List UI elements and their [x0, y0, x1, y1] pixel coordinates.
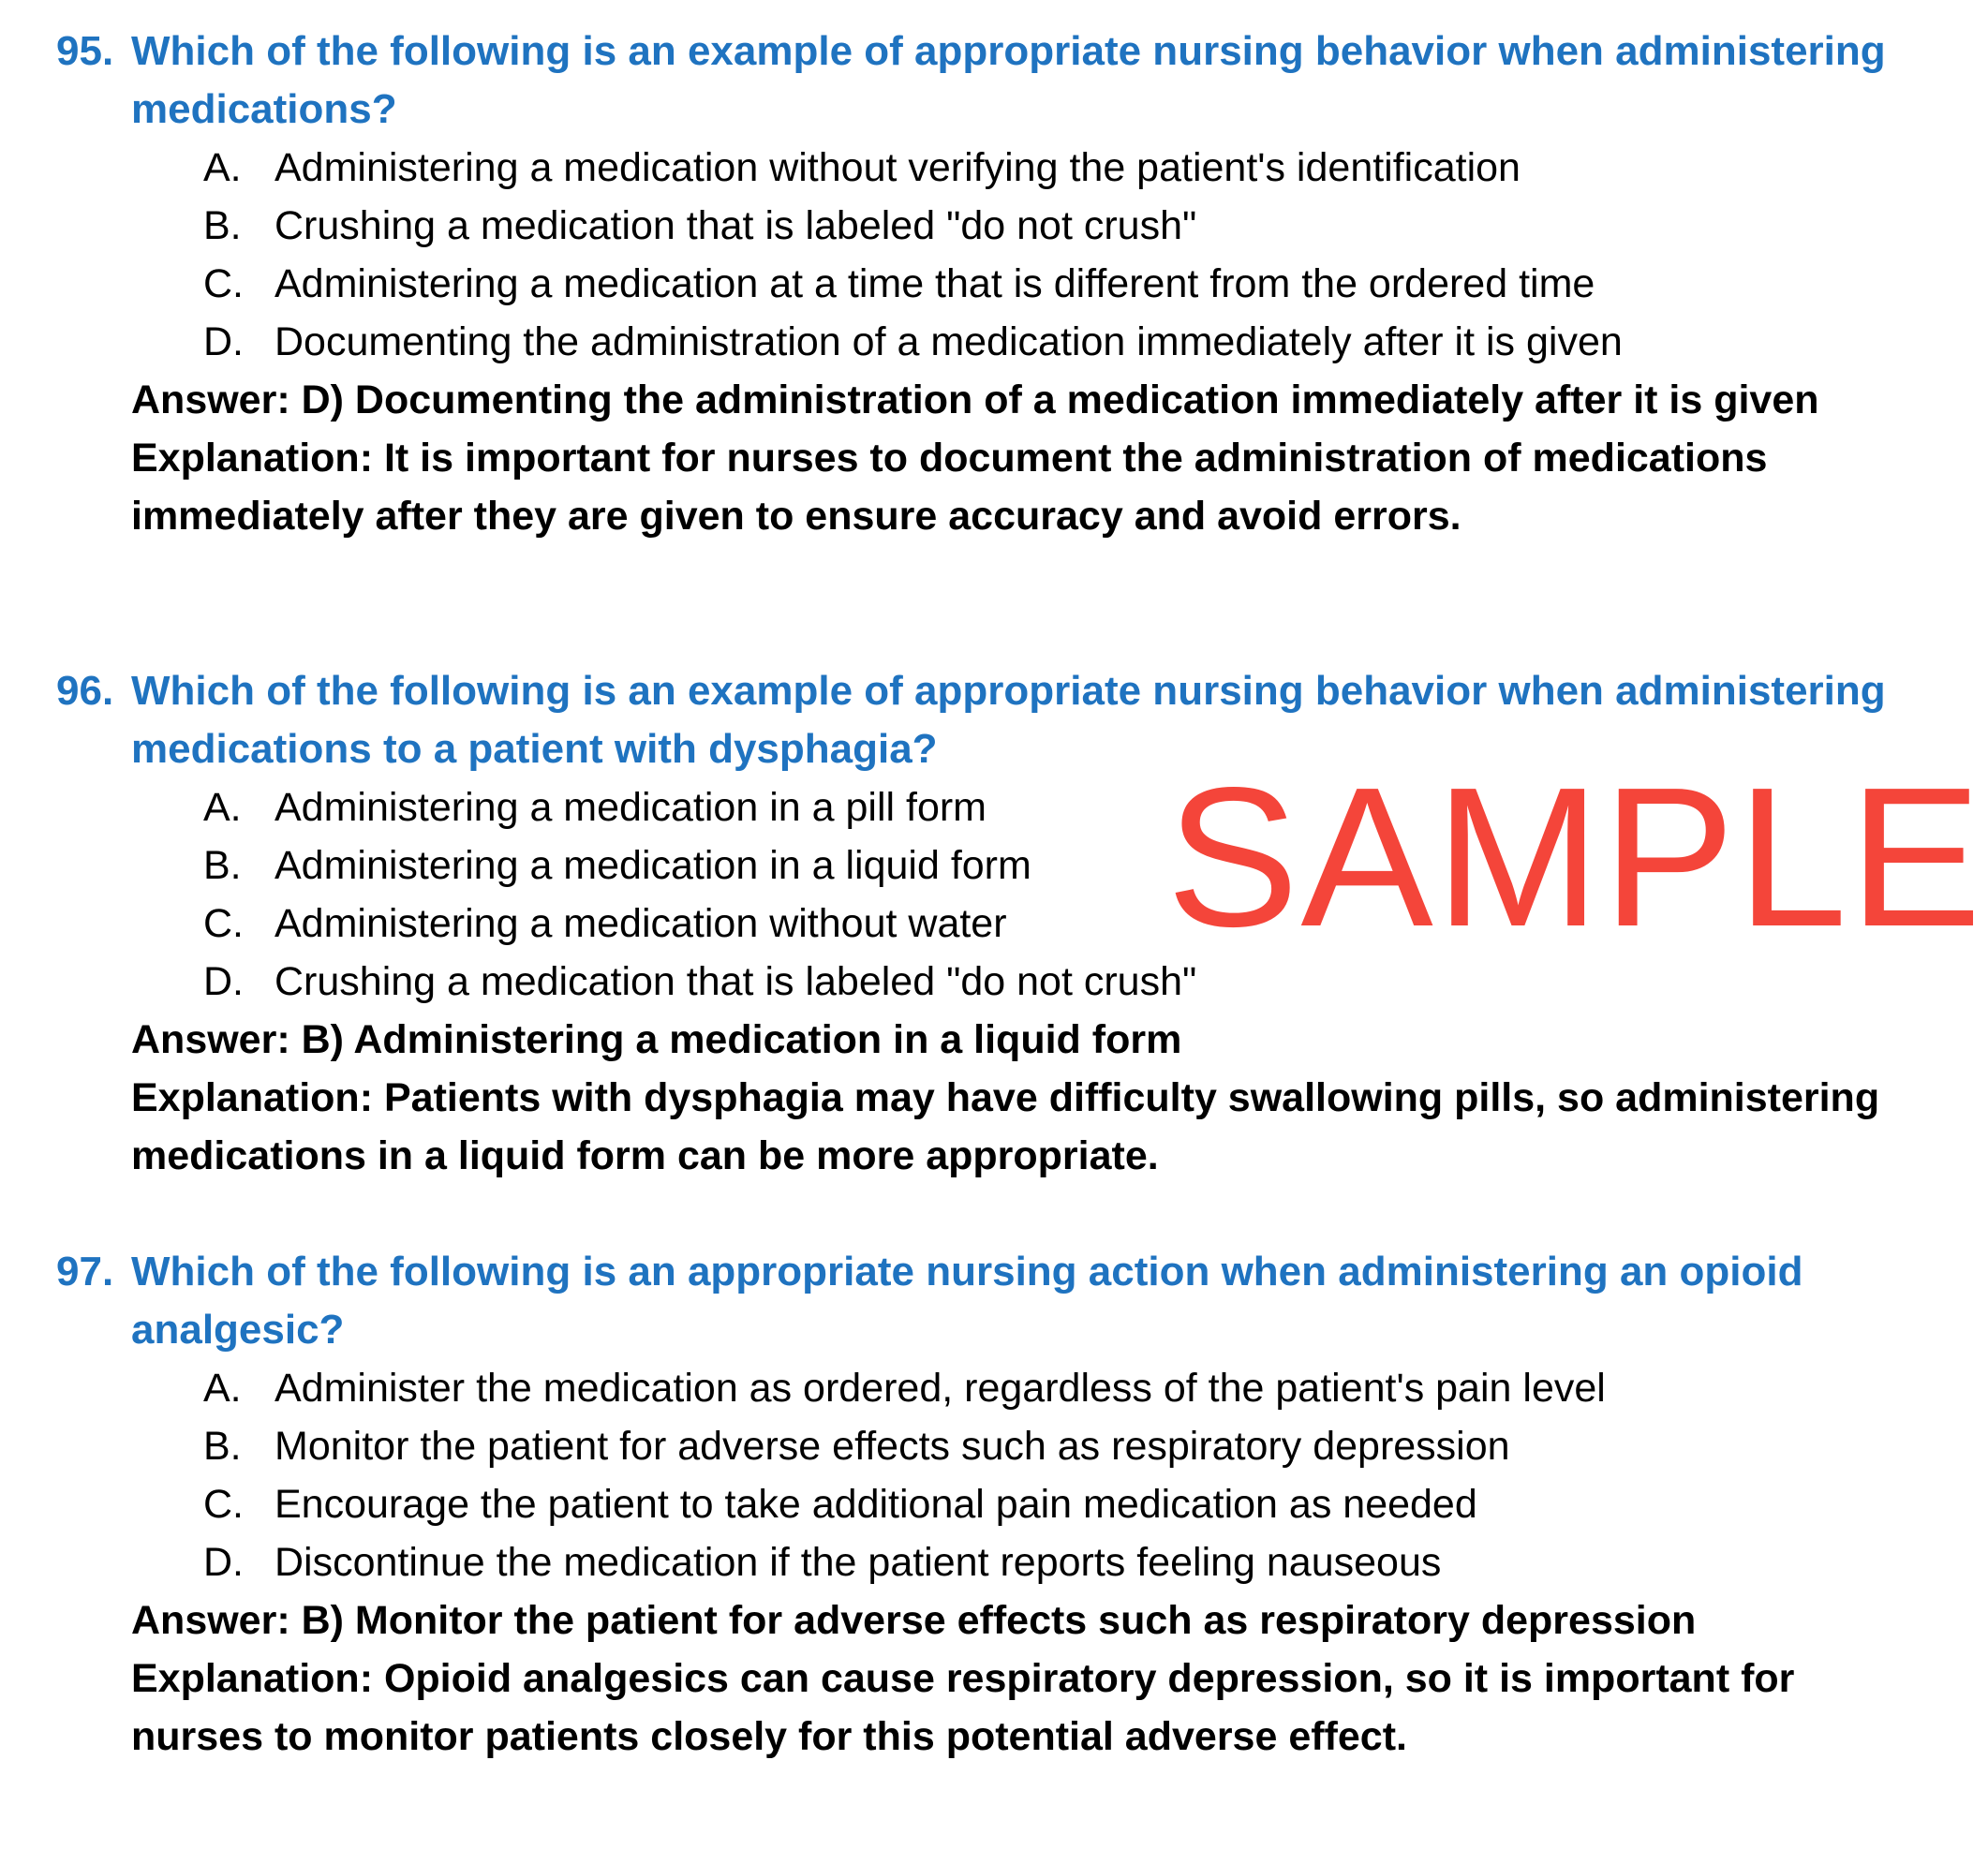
question-number: 95.: [56, 28, 114, 74]
option-d: [56, 313, 1911, 371]
option-text: Crushing a medication that is labeled "do not crush": [274, 959, 1197, 1004]
option-letter: B.: [203, 203, 242, 248]
option-letter: D.: [203, 959, 244, 1004]
option-letter: A.: [203, 145, 242, 190]
question-title: [56, 22, 1911, 139]
option-text: Encourage the patient to take additional pain medication as needed: [274, 1482, 1477, 1527]
option-text: Administering a medication in a liquid form: [274, 843, 1031, 888]
option-letter: D.: [203, 319, 244, 364]
answer-text: Answer: B) Monitor the patient for adverse effects such as respiratory depression: [131, 1598, 1697, 1643]
option-letter: C.: [203, 261, 244, 306]
option-text: Monitor the patient for adverse effects such as respiratory depression: [274, 1424, 1510, 1469]
option-b: [56, 1417, 1911, 1475]
option-b: [56, 197, 1911, 255]
option-c: [56, 1475, 1911, 1533]
option-letter: B.: [203, 843, 242, 888]
sample-watermark: SAMPLE: [1166, 746, 1984, 968]
answer-text: Answer: B) Administering a medication in a liquid form: [131, 1017, 1182, 1062]
question-text: Which of the following is an appropriate nursing action when administering an opioid analgesic?: [131, 1249, 1803, 1353]
option-text: Administering a medication without verifying the patient's identification: [274, 145, 1521, 190]
question-97: [56, 1243, 1911, 1766]
explanation-text: Explanation: Opioid analgesics can cause respiratory depression, so it is important for nurses to monitor patients closely for this potential adverse effect.: [131, 1656, 1795, 1759]
option-c: [56, 255, 1911, 313]
question-number: 96.: [56, 668, 114, 714]
option-text: Administering a medication without water: [274, 901, 1007, 946]
option-a: [56, 139, 1911, 197]
option-d: [56, 1533, 1911, 1591]
question-95: [56, 22, 1911, 545]
option-text: Discontinue the medication if the patient reports feeling nauseous: [274, 1540, 1442, 1585]
option-letter: C.: [203, 901, 244, 946]
option-letter: A.: [203, 1366, 242, 1411]
explanation-text: Explanation: Patients with dysphagia may have difficulty swallowing pills, so administering medications in a liquid form can be more appropriate.: [131, 1075, 1880, 1178]
option-text: Administer the medication as ordered, regardless of the patient's pain level: [274, 1366, 1606, 1411]
question-title: [56, 1243, 1911, 1359]
question-text: Which of the following is an example of appropriate nursing behavior when administering medications to a patient with dysphagia?: [131, 668, 1886, 772]
option-letter: C.: [203, 1482, 244, 1527]
option-text: Administering a medication in a pill form: [274, 785, 987, 830]
option-text: Crushing a medication that is labeled "do not crush": [274, 203, 1197, 248]
option-letter: A.: [203, 785, 242, 830]
option-text: Administering a medication at a time that is different from the ordered time: [274, 261, 1595, 306]
options-list: [56, 139, 1911, 371]
explanation-text: Explanation: It is important for nurses to document the administration of medications immediately after they are given to ensure accuracy and avoid errors.: [131, 436, 1768, 539]
question-number: 97.: [56, 1249, 114, 1294]
answer-text: Answer: D) Documenting the administration of a medication immediately after it is given: [131, 377, 1819, 422]
option-a: [56, 1359, 1911, 1417]
option-letter: B.: [203, 1424, 242, 1469]
option-text: Documenting the administration of a medication immediately after it is given: [274, 319, 1623, 364]
options-list: [56, 1359, 1911, 1591]
option-letter: D.: [203, 1540, 244, 1585]
question-text: Which of the following is an example of appropriate nursing behavior when administering medications?: [131, 28, 1886, 132]
